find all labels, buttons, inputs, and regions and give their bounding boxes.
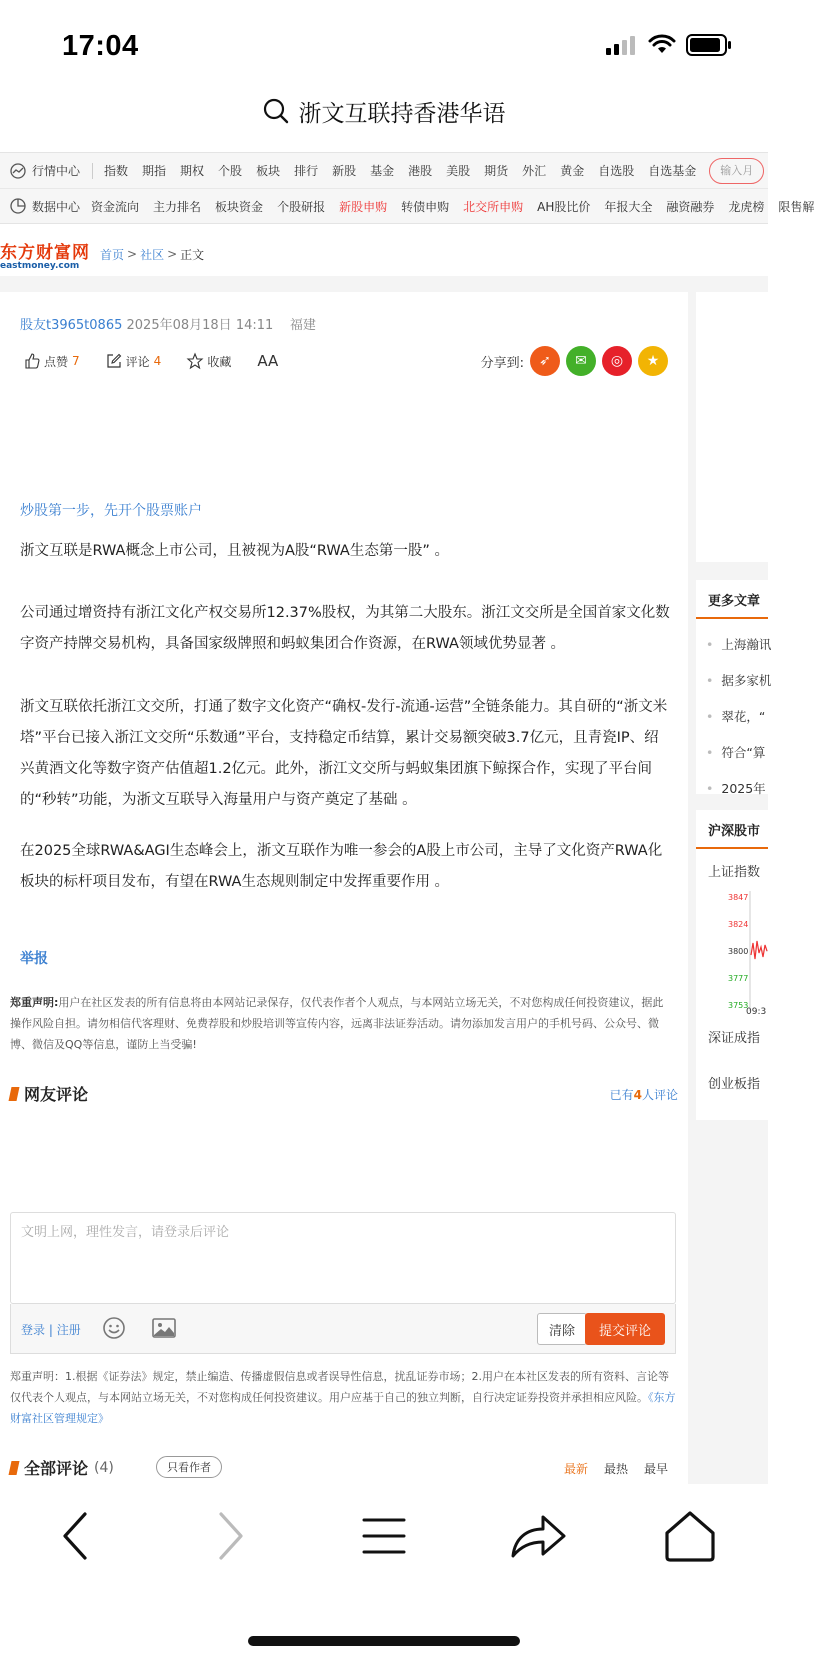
status-time: 17:04 <box>62 30 139 62</box>
disclaimer-text: 用户在社区发表的所有信息将由本网站记录保存，仅代表作者个人观点，与本网站立场无关，不对您构成任何投资建议，据此操作风险自担。请勿相信代客理财、免费荐股和炒股培训等宣传内容，远离非法证券活动。请勿添加发言用户的手机号码、公众号、微博、微信及QQ等信息，谨防上当受骗! <box>10 996 664 1051</box>
nav-item-sector-capital[interactable]: 板块资金 <box>215 199 264 214</box>
chart-tick: 3753 <box>728 1001 749 1010</box>
login-register: 登录 | 注册 <box>21 1323 81 1337</box>
article-paragraph: 公司通过增资持有浙江文化产权交易所12.37%股权，为其第二大股东。浙江文交所是全国首家文化数字资产持牌交易机构，具备国家级牌照和蚂蚁集团合作资源，在RWA领域优势显著 。 <box>20 605 670 652</box>
nav-item-sectors[interactable]: 板块 <box>256 164 281 178</box>
edit-icon <box>106 353 122 369</box>
chart-tick: 3800 <box>728 947 749 956</box>
comment-button[interactable] <box>106 353 162 370</box>
nav-item-futures-index[interactable]: 期指 <box>142 164 167 178</box>
register-link[interactable]: 注册 <box>56 1323 81 1337</box>
nav-item-stock-research[interactable]: 个股研报 <box>277 199 326 214</box>
home-icon <box>663 1509 717 1563</box>
comment-count: 4 <box>153 354 162 368</box>
nav-item-main-ranking[interactable]: 主力排名 <box>153 199 202 214</box>
more-article-item[interactable]: • 据多家机 <box>696 663 768 699</box>
browser-toolbar <box>0 1484 768 1663</box>
favorite-label: 收藏 <box>207 354 232 369</box>
author-link[interactable]: 股友t3965t0865 <box>20 318 123 333</box>
breadcrumb-separator: > <box>127 247 138 261</box>
like-label: 点赞 <box>44 354 69 369</box>
data-center-label: 数据中心 <box>32 199 81 214</box>
share-weibo-icon[interactable]: ◎ <box>602 346 632 376</box>
article-paragraph: 在2025全球RWA&AGI生态峰会上，浙文互联作为唯一参会的A股上市公司，主导了文化资产RWA化板块的标杆项目发布，有望在RWA生态规则制定中发挥重要作用 。 <box>20 843 663 890</box>
login-link[interactable]: 登录 <box>21 1323 46 1337</box>
nav-item-ipo[interactable]: 新股 <box>332 164 357 178</box>
rules-link[interactable]: 《东方财富社区管理规定》 <box>10 1391 676 1425</box>
more-articles-box <box>696 580 772 796</box>
quote-center-nav <box>0 152 768 188</box>
index-shanghai[interactable]: 上证指数 <box>708 865 761 880</box>
nav-item-bse-subscribe[interactable]: 北交所申购 <box>463 199 524 214</box>
breadcrumb-home[interactable]: 首页 <box>100 247 125 262</box>
all-comments-title <box>10 1456 114 1479</box>
nav-item-index[interactable]: 指数 <box>104 164 129 178</box>
menu-button[interactable] <box>354 1506 414 1566</box>
intraday-line <box>750 891 768 1011</box>
quote-center-label: 行情中心 <box>32 164 81 178</box>
comment-sort-tabs <box>564 1460 668 1477</box>
menu-icon <box>362 1516 406 1556</box>
favorite-button[interactable] <box>187 353 231 370</box>
comments-title-text: 网友评论 <box>24 1085 89 1104</box>
breadcrumb-community[interactable]: 社区 <box>140 247 165 262</box>
nav-item-gold[interactable]: 黄金 <box>560 164 585 178</box>
market-box <box>696 810 768 1120</box>
sidebar-ad <box>696 292 768 562</box>
home-button[interactable] <box>660 1506 720 1566</box>
more-article-item[interactable]: • 符合“算 <box>696 735 768 771</box>
emoji-icon[interactable] <box>101 1316 127 1340</box>
search-icon <box>263 98 289 124</box>
nav-item-ipo-subscribe[interactable]: 新股申购 <box>339 199 388 214</box>
share-favorite-icon[interactable]: ★ <box>638 346 668 376</box>
disclaimer-title: 郑重声明: <box>10 996 59 1009</box>
nav-item-bond-subscribe[interactable]: 转债申购 <box>401 199 450 214</box>
count-number: 4 <box>633 1088 642 1102</box>
more-article-item[interactable]: • 上海瀚讯 <box>696 627 768 663</box>
submit-comment-button[interactable]: 提交评论 <box>585 1313 665 1345</box>
chart-time-tick: 09:3 <box>746 1007 767 1017</box>
like-count: 7 <box>72 354 80 368</box>
font-size-button[interactable] <box>257 352 278 370</box>
address-bar[interactable] <box>0 88 768 134</box>
eastmoney-logo[interactable] <box>0 238 90 271</box>
nav-item-restricted[interactable]: 限售解 <box>778 199 815 214</box>
clear-button[interactable]: 清除 <box>537 1313 587 1345</box>
data-center-header[interactable] <box>0 198 80 215</box>
share-bar <box>481 346 668 376</box>
home-indicator <box>248 1636 520 1646</box>
pie-chart-icon <box>10 198 26 214</box>
nav-item-stocks[interactable]: 个股 <box>218 164 243 178</box>
chevron-left-icon <box>59 1511 93 1561</box>
nav-item-hk-stocks[interactable]: 港股 <box>408 164 433 178</box>
nav-item-capital-flow[interactable]: 资金流向 <box>91 199 140 214</box>
nav-item-ah-compare[interactable]: AH股比价 <box>537 199 591 214</box>
post-actions <box>24 352 278 370</box>
index-shenzhen[interactable]: 深证成指 <box>708 1031 761 1046</box>
signal-icon <box>606 35 638 55</box>
report-link[interactable]: 举报 <box>20 951 48 967</box>
comment-textarea[interactable]: 文明上网，理性发言，请登录后评论 <box>10 1212 676 1304</box>
share-wechat-icon[interactable]: ✉ <box>566 346 596 376</box>
nav-item-forex[interactable]: 外汇 <box>522 164 547 178</box>
back-button[interactable] <box>46 1506 106 1566</box>
count-suffix: 人评论 <box>641 1088 678 1102</box>
battery-icon <box>686 34 732 56</box>
section-marker <box>9 1087 20 1101</box>
nav-separator <box>92 163 93 179</box>
article-paragraph: 浙文互联是RWA概念上市公司，且被视为A股“RWA生态第一股” 。 <box>20 543 449 559</box>
post-location: 福建 <box>289 318 316 333</box>
sort-latest-tab[interactable]: 最新 <box>563 1462 588 1476</box>
breadcrumb-current: 正文 <box>180 247 205 262</box>
wifi-icon <box>648 35 676 55</box>
font-size-label: AA <box>257 352 279 370</box>
open-account-link[interactable]: 炒股第一步，先开个股票账户 <box>20 503 202 519</box>
post-meta <box>20 314 316 333</box>
index-chinext[interactable]: 创业板指 <box>708 1077 761 1092</box>
all-comments-count: (4) <box>94 1459 114 1476</box>
comment-disclaimer <box>10 1366 676 1429</box>
article <box>0 292 688 1542</box>
logo-en-text: eastmoney.com <box>0 260 80 271</box>
article-paragraph: 浙文互联依托浙江文交所，打通了数字文化资产“确权-发行-流通-运营”全链条能力。其自研的“浙文米塔”平台已接入浙江文交所“乐数通”平台，支持稳定币结算，累计交易额突破3.7亿元，且青瓷IP、绍兴黄酒文化等数字资产估值超1.2亿元。此外，浙江文交所与蚂蚁集团旗下鲸探合作，实现了平台间的“秒转”功能，为浙文互联导入海量用户与资产奠定了基础 。 <box>20 699 668 808</box>
nav-item-ranking[interactable]: 排行 <box>294 164 319 178</box>
logo-cn-text: 东方财富网 <box>0 242 90 263</box>
data-center-nav <box>0 188 815 224</box>
nav-item-funds[interactable]: 基金 <box>370 164 395 178</box>
index-chart <box>696 891 768 1021</box>
only-author-button[interactable]: 只看作者 <box>156 1456 222 1478</box>
breadcrumb <box>0 232 204 276</box>
share-arrow-icon <box>509 1512 567 1560</box>
sort-earliest-tab[interactable]: 最早 <box>643 1462 668 1476</box>
nav-item-futures[interactable]: 期货 <box>484 164 509 178</box>
chart-tick: 3824 <box>728 920 749 929</box>
nav-item-options[interactable]: 期权 <box>180 164 205 178</box>
nav-item-us-stocks[interactable]: 美股 <box>446 164 471 178</box>
chevron-right-icon <box>213 1511 247 1561</box>
nav-item-annual-reports[interactable]: 年报大全 <box>604 199 653 214</box>
more-article-item[interactable]: • 翠花，“ <box>696 699 768 735</box>
sort-hot-tab[interactable]: 最热 <box>603 1462 628 1476</box>
sidebar <box>696 292 772 1542</box>
forward-button[interactable] <box>200 1506 260 1566</box>
count-prefix: 已有 <box>609 1088 634 1102</box>
more-articles-title: 更多文章 <box>696 580 768 619</box>
nav-item-watch-funds[interactable]: 自选基金 <box>648 164 697 178</box>
comment-label: 评论 <box>125 354 150 369</box>
address-query[interactable]: 浙文互联持香港华语 <box>298 100 506 127</box>
breadcrumb-separator: > <box>167 247 178 261</box>
chart-tick: 3777 <box>728 974 749 983</box>
star-icon <box>187 353 203 369</box>
quote-search-input[interactable]: 输入月 <box>709 158 764 184</box>
comment-disclaimer-text: 郑重声明：1.根据《证券法》规定，禁止编造、传播虚假信息或者误导性信息，扰乱证券市场；2.用户在本社区发表的所有资料、言论等仅代表个人观点，与本网站立场无关，不对您构成任何投资建议。用户应基于自己的独立判断，自行决定证券投资并承担相应风险。 <box>10 1370 669 1404</box>
status-bar <box>0 0 768 90</box>
chart-tick: 3847 <box>728 893 749 902</box>
post-disclaimer <box>10 992 670 1055</box>
like-button[interactable] <box>24 353 80 370</box>
post-datetime: 2025年08月18日 14:11 <box>126 318 274 333</box>
thumbs-up-icon <box>24 353 40 369</box>
comments-title <box>10 1082 88 1105</box>
comment-toolbar <box>10 1304 676 1354</box>
web-content <box>0 134 815 1484</box>
nav-item-dragon-tiger[interactable]: 龙虎榜 <box>728 199 765 214</box>
image-icon[interactable] <box>151 1316 177 1340</box>
quote-center-header[interactable] <box>0 162 92 179</box>
trend-icon <box>10 163 26 179</box>
market-title: 沪深股市 <box>696 810 768 849</box>
share-label: 分享到: <box>480 355 524 371</box>
all-comments-text: 全部评论 <box>24 1459 89 1478</box>
more-article-item[interactable]: • 2025年 <box>696 771 768 807</box>
share-button[interactable] <box>508 1506 568 1566</box>
status-icons <box>606 34 732 56</box>
share-eastmoney-icon[interactable]: ➶ <box>530 346 560 376</box>
nav-item-margin[interactable]: 融资融券 <box>666 199 715 214</box>
comment-count-summary[interactable] <box>610 1086 678 1103</box>
nav-item-watchlist[interactable]: 自选股 <box>598 164 635 178</box>
section-marker <box>9 1461 20 1475</box>
